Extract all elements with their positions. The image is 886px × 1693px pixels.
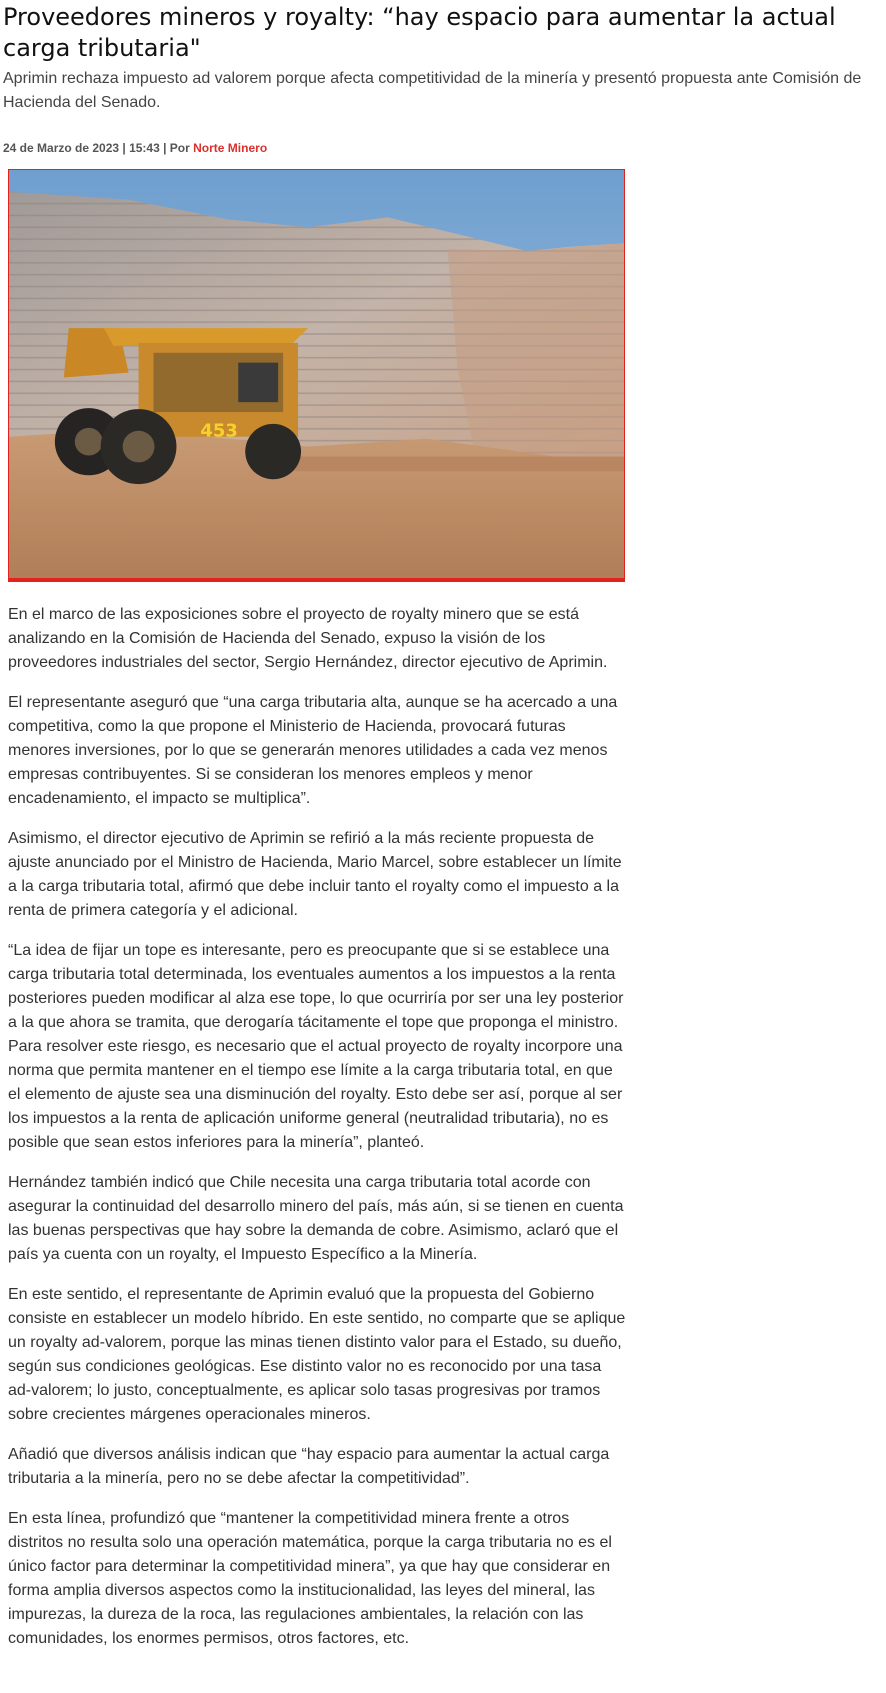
paragraph: El representante aseguró que “una carga tributaria alta, aunque se ha acercado a una competitiva, como la que propone el Ministerio de Hacienda, provocará futuras menores inversiones, por lo que se generarán menores utilidades a cada vez menos empresas contribuyentes. Si se consideran los menores empleos y menor encadenamiento, el impacto se multiplica”.: [8, 694, 618, 807]
paragraph: Hernández también indicó que Chile necesita una carga tributaria total acorde con asegurar la continuidad del desarrollo minero del país, más aún, si se tienen en cuenta las buenas perspectivas que hay sobre la demanda de cobre. Asimismo, aclaró que el país ya cuenta con un royalty, el Impuesto Específico a la Minería.: [8, 1174, 624, 1263]
paragraph: En esta línea, profundizó que “mantener la competitividad minera frente a otros distritos no resulta solo una operación matemática, porque la carga tributaria no es el único factor para determinar la competitividad minera”, ya que hay que considerar en forma amplia diversos aspectos como la institucionalidad, las leyes del mineral, las impurezas, la dureza de la roca, las regulaciones ambientales, la relación con las comunidades, los enormes permisos, otros factores, etc.: [8, 1510, 612, 1647]
article-title: Proveedores mineros y royalty: “hay espacio para aumentar la actual carga tributaria": [3, 3, 836, 62]
byline: [3, 140, 267, 156]
truck-number: 453: [200, 420, 238, 442]
article-lead: Aprimin rechaza impuesto ad valorem porque afecta competitividad de la minería y presentó propuesta ante Comisión de Hacienda del Senado.: [3, 70, 862, 111]
hero-image: [8, 169, 625, 582]
author-link[interactable]: Norte Minero: [193, 141, 268, 155]
article-body: [8, 603, 628, 1667]
byline-date: 24 de Marzo de 2023 | 15:43 | Por: [3, 141, 194, 155]
paragraph: En el marco de las exposiciones sobre el proyecto de royalty minero que se está analizando en la Comisión de Hacienda del Senado, expuso la visión de los proveedores industriales del sector, Sergio Hernández, director ejecutivo de Aprimin.: [8, 606, 608, 671]
paragraph: “La idea de fijar un tope es interesante, pero es preocupante que si se establece una carga tributaria total determinada, los eventuales aumentos a los impuestos a la renta posteriores pueden modificar al alza ese tope, lo que ocurriría por ser una ley posterior a la que ahora se tramita, que derogaría tácitamente el tope que proponga el ministro. Para resolver este riesgo, es necesario que el actual proyecto de royalty incorpore una norma que permita mantener en el tiempo ese límite a la carga tributaria total, en que el elemento de ajuste sea una disminución del royalty. Esto debe ser así, porque al ser los impuestos a la renta de aplicación uniforme general (neutralidad tributaria), no es posible que sean estos inferiores para la minería”, planteó.: [8, 942, 624, 1151]
paragraph: Asimismo, el director ejecutivo de Aprimin se refirió a la más reciente propuesta de ajuste anunciado por el Ministro de Hacienda, Mario Marcel, sobre establecer un límite a la carga tributaria total, afirmó que debe incluir tanto el royalty como el impuesto a la renta de primera categoría y el adicional.: [8, 830, 622, 919]
paragraph: Añadió que diversos análisis indican que “hay espacio para aumentar la actual carga tributaria a la minería, pero no se debe afectar la competitividad”.: [8, 1446, 610, 1487]
paragraph: En este sentido, el representante de Aprimin evaluó que la propuesta del Gobierno consiste en establecer un modelo híbrido. En este sentido, no comparte que se aplique un royalty ad-valorem, porque las minas tienen distinto valor para el Estado, su dueño, según sus condiciones geológicas. Ese distinto valor no es reconocido por una tasa ad-valorem; lo justo, conceptualmente, es aplicar solo tasas progresivas por tramos sobre crecientes márgenes operacionales mineros.: [8, 1286, 626, 1423]
mining-truck-photo: [9, 170, 624, 578]
